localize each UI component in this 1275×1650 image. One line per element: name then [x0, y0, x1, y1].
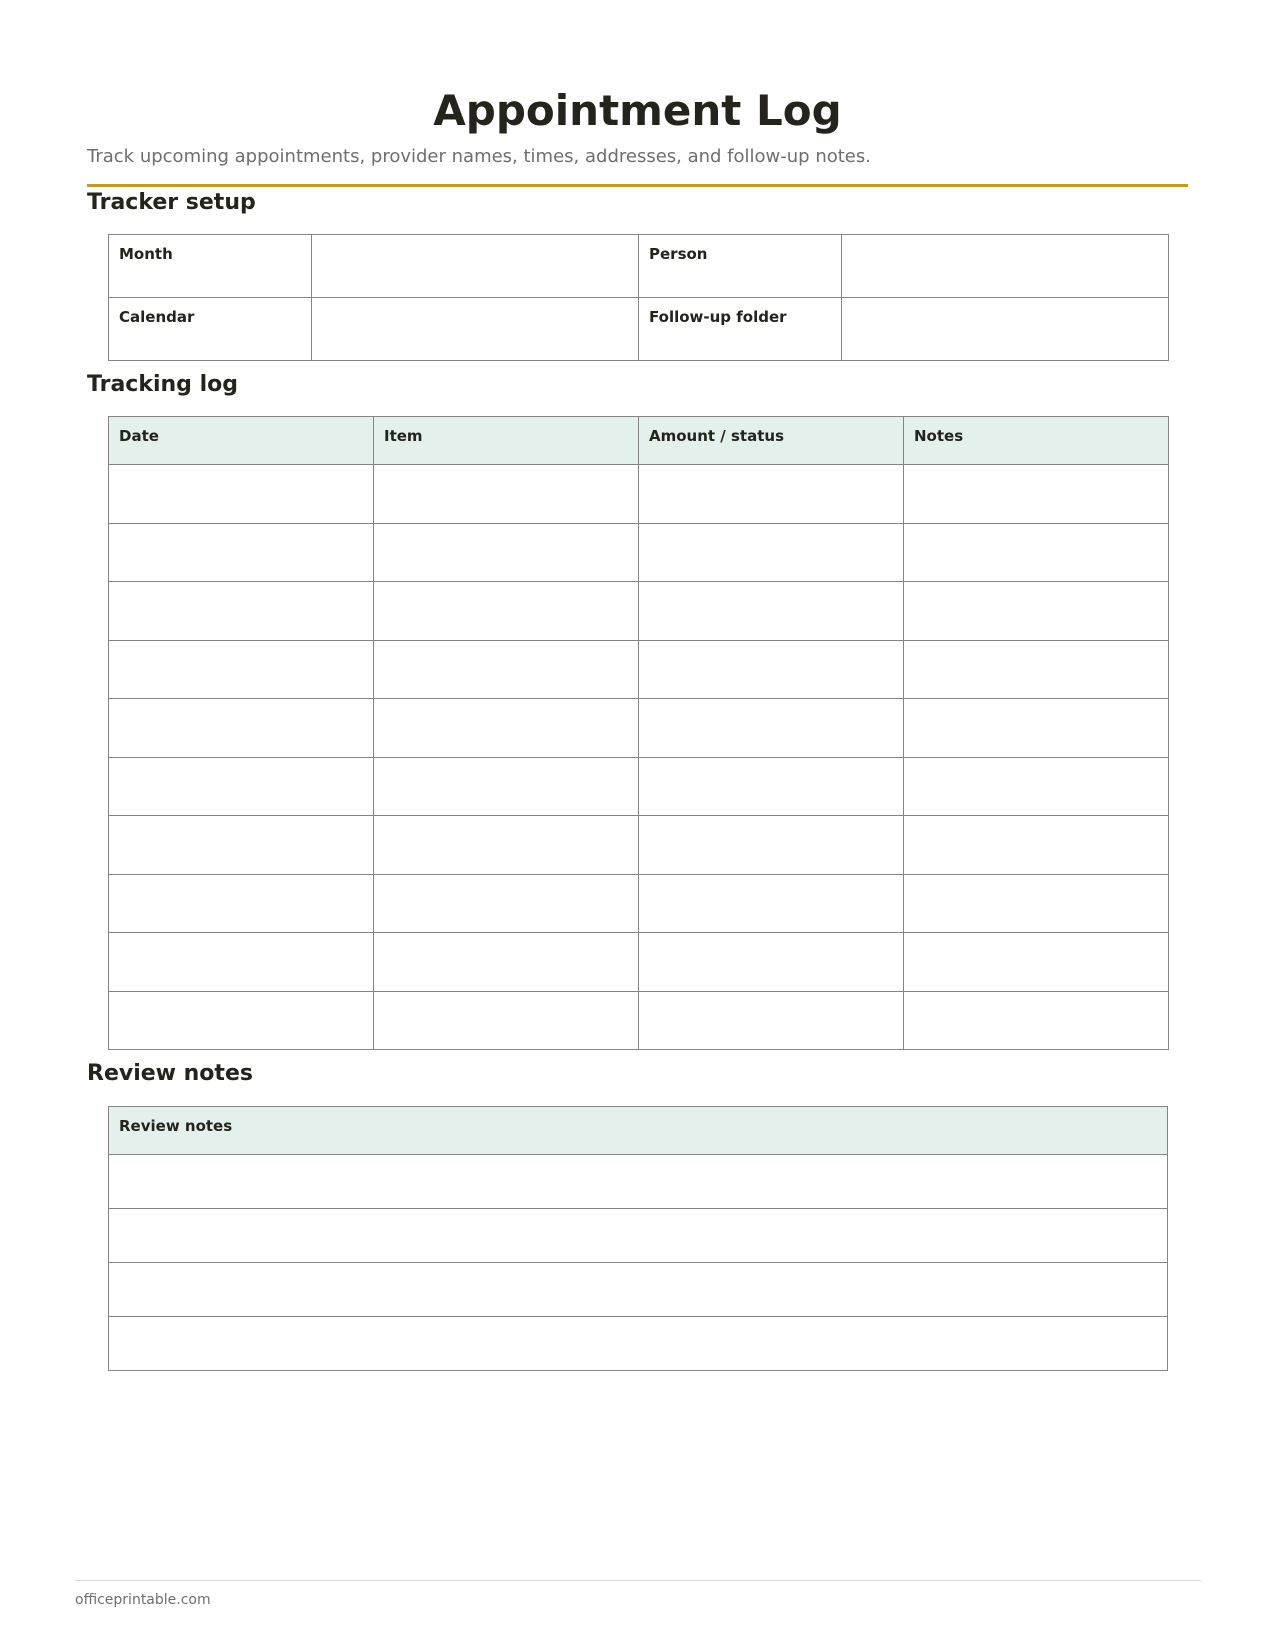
setup-label-text: Calendar — [119, 308, 195, 326]
table-cell-text — [639, 992, 903, 1002]
table-cell[interactable] — [904, 991, 1169, 1050]
table-cell[interactable] — [109, 991, 374, 1050]
table-cell-text — [109, 816, 373, 826]
review-notes-body — [109, 1155, 1168, 1371]
column-header-notes — [904, 417, 1169, 465]
table-cell[interactable] — [374, 582, 639, 641]
table-cell-text — [639, 933, 903, 943]
page-title: Appointment Log — [433, 86, 842, 135]
table-cell[interactable] — [374, 523, 639, 582]
table-cell-text — [374, 816, 638, 826]
review-note-cell[interactable] — [109, 1317, 1168, 1371]
table-cell[interactable] — [374, 874, 639, 933]
column-header-item — [374, 417, 639, 465]
table-cell[interactable] — [639, 991, 904, 1050]
table-cell[interactable] — [639, 933, 904, 992]
review-note-cell[interactable] — [109, 1155, 1168, 1209]
table-cell-text — [109, 524, 373, 534]
table-row — [109, 757, 1169, 816]
table-row — [109, 816, 1169, 875]
setup-label-person — [639, 235, 842, 298]
review-notes-heading: Review notes — [87, 1061, 253, 1086]
footer-divider — [75, 1580, 1201, 1581]
table-cell-text — [904, 758, 1168, 768]
review-note-cell[interactable] — [109, 1209, 1168, 1263]
table-cell[interactable] — [904, 640, 1169, 699]
tracking-log-heading: Tracking log — [87, 372, 238, 397]
table-cell[interactable] — [639, 523, 904, 582]
column-header-amount-status — [639, 417, 904, 465]
tracker-setup-table — [108, 234, 1169, 361]
table-cell[interactable] — [109, 523, 374, 582]
table-row — [109, 1155, 1168, 1209]
table-cell[interactable] — [904, 757, 1169, 816]
table-cell-text — [109, 758, 373, 768]
table-cell[interactable] — [109, 699, 374, 758]
table-cell-text — [639, 816, 903, 826]
setup-label-text: Follow-up folder — [649, 308, 787, 326]
tracking-log-header-row — [109, 417, 1169, 465]
table-cell[interactable] — [109, 816, 374, 875]
table-row — [109, 465, 1169, 524]
column-header-text: Notes — [914, 427, 964, 445]
setup-label-text: Month — [119, 245, 173, 263]
table-cell[interactable] — [639, 874, 904, 933]
table-row — [109, 640, 1169, 699]
table-cell-text — [639, 875, 903, 885]
tracking-log-table — [108, 416, 1169, 1050]
table-cell-text — [374, 758, 638, 768]
table-cell-text — [904, 816, 1168, 826]
table-cell[interactable] — [109, 874, 374, 933]
table-cell[interactable] — [904, 874, 1169, 933]
table-cell-text — [374, 933, 638, 943]
column-header-text: Amount / status — [649, 427, 784, 445]
column-header-text: Item — [384, 427, 423, 445]
table-cell[interactable] — [374, 465, 639, 524]
setup-value-person[interactable] — [842, 235, 1169, 298]
table-cell[interactable] — [639, 699, 904, 758]
setup-label-text: Person — [649, 245, 708, 263]
table-cell-text — [109, 699, 373, 709]
table-row — [109, 933, 1169, 992]
table-cell[interactable] — [639, 640, 904, 699]
review-note-text — [109, 1263, 1167, 1273]
table-row — [109, 699, 1169, 758]
table-cell[interactable] — [374, 640, 639, 699]
review-note-text — [109, 1317, 1167, 1327]
table-cell-text — [639, 699, 903, 709]
table-cell-text — [374, 699, 638, 709]
column-header-review-notes — [109, 1107, 1168, 1155]
table-cell-text — [109, 465, 373, 475]
table-cell[interactable] — [639, 757, 904, 816]
table-cell[interactable] — [639, 816, 904, 875]
table-row — [109, 1263, 1168, 1317]
table-cell[interactable] — [374, 816, 639, 875]
footer-site-name: officeprintable.com — [75, 1592, 211, 1608]
setup-row — [109, 235, 1169, 298]
table-row — [109, 1317, 1168, 1371]
table-cell[interactable] — [904, 699, 1169, 758]
setup-label-calendar — [109, 298, 312, 361]
review-note-text — [109, 1209, 1167, 1219]
table-cell[interactable] — [374, 933, 639, 992]
table-cell-text — [639, 758, 903, 768]
table-cell-text — [109, 875, 373, 885]
table-cell-text — [904, 582, 1168, 592]
table-cell-text — [374, 582, 638, 592]
table-cell-text — [639, 524, 903, 534]
review-note-text — [109, 1155, 1167, 1165]
table-cell-text — [639, 582, 903, 592]
column-header-text: Date — [119, 427, 159, 445]
tracking-log-body — [109, 465, 1169, 1050]
table-cell-text — [109, 582, 373, 592]
table-row — [109, 874, 1169, 933]
setup-value-text — [312, 298, 638, 308]
setup-label-month — [109, 235, 312, 298]
setup-label-follow-up-folder — [639, 298, 842, 361]
table-cell-text — [904, 992, 1168, 1002]
table-cell[interactable] — [109, 757, 374, 816]
setup-value-text — [842, 298, 1168, 308]
title-divider — [87, 184, 1188, 187]
table-cell-text — [904, 465, 1168, 475]
setup-value-text — [312, 235, 638, 245]
table-cell[interactable] — [109, 465, 374, 524]
table-row — [109, 1209, 1168, 1263]
table-cell-text — [374, 875, 638, 885]
table-cell-text — [374, 992, 638, 1002]
table-cell[interactable] — [109, 933, 374, 992]
table-row — [109, 582, 1169, 641]
review-notes-table — [108, 1106, 1168, 1371]
table-cell-text — [109, 933, 373, 943]
page-subtitle: Track upcoming appointments, provider names, times, addresses, and follow-up notes. — [87, 146, 871, 167]
table-cell-text — [639, 641, 903, 651]
table-cell[interactable] — [904, 523, 1169, 582]
table-cell[interactable] — [904, 933, 1169, 992]
table-cell-text — [109, 992, 373, 1002]
table-cell[interactable] — [904, 465, 1169, 524]
table-cell-text — [374, 641, 638, 651]
tracker-setup-heading: Tracker setup — [87, 190, 256, 215]
review-note-cell[interactable] — [109, 1263, 1168, 1317]
column-header-date — [109, 417, 374, 465]
table-cell[interactable] — [904, 816, 1169, 875]
table-cell-text — [374, 465, 638, 475]
review-notes-header-row — [109, 1107, 1168, 1155]
table-cell-text — [904, 699, 1168, 709]
table-cell-text — [639, 465, 903, 475]
table-cell-text — [904, 641, 1168, 651]
setup-value-calendar[interactable] — [312, 298, 639, 361]
table-cell-text — [904, 875, 1168, 885]
setup-value-month[interactable] — [312, 235, 639, 298]
table-cell-text — [904, 933, 1168, 943]
table-cell-text — [374, 524, 638, 534]
table-cell[interactable] — [109, 582, 374, 641]
setup-value-text — [842, 235, 1168, 245]
table-cell-text — [109, 641, 373, 651]
table-cell[interactable] — [374, 757, 639, 816]
table-cell[interactable] — [109, 640, 374, 699]
table-cell[interactable] — [374, 699, 639, 758]
table-cell[interactable] — [904, 582, 1169, 641]
table-cell[interactable] — [639, 582, 904, 641]
setup-row — [109, 298, 1169, 361]
table-cell[interactable] — [374, 991, 639, 1050]
table-cell-text — [904, 524, 1168, 534]
table-cell[interactable] — [639, 465, 904, 524]
table-row — [109, 991, 1169, 1050]
setup-value-follow-up-folder[interactable] — [842, 298, 1169, 361]
table-row — [109, 523, 1169, 582]
column-header-text: Review notes — [119, 1117, 233, 1135]
